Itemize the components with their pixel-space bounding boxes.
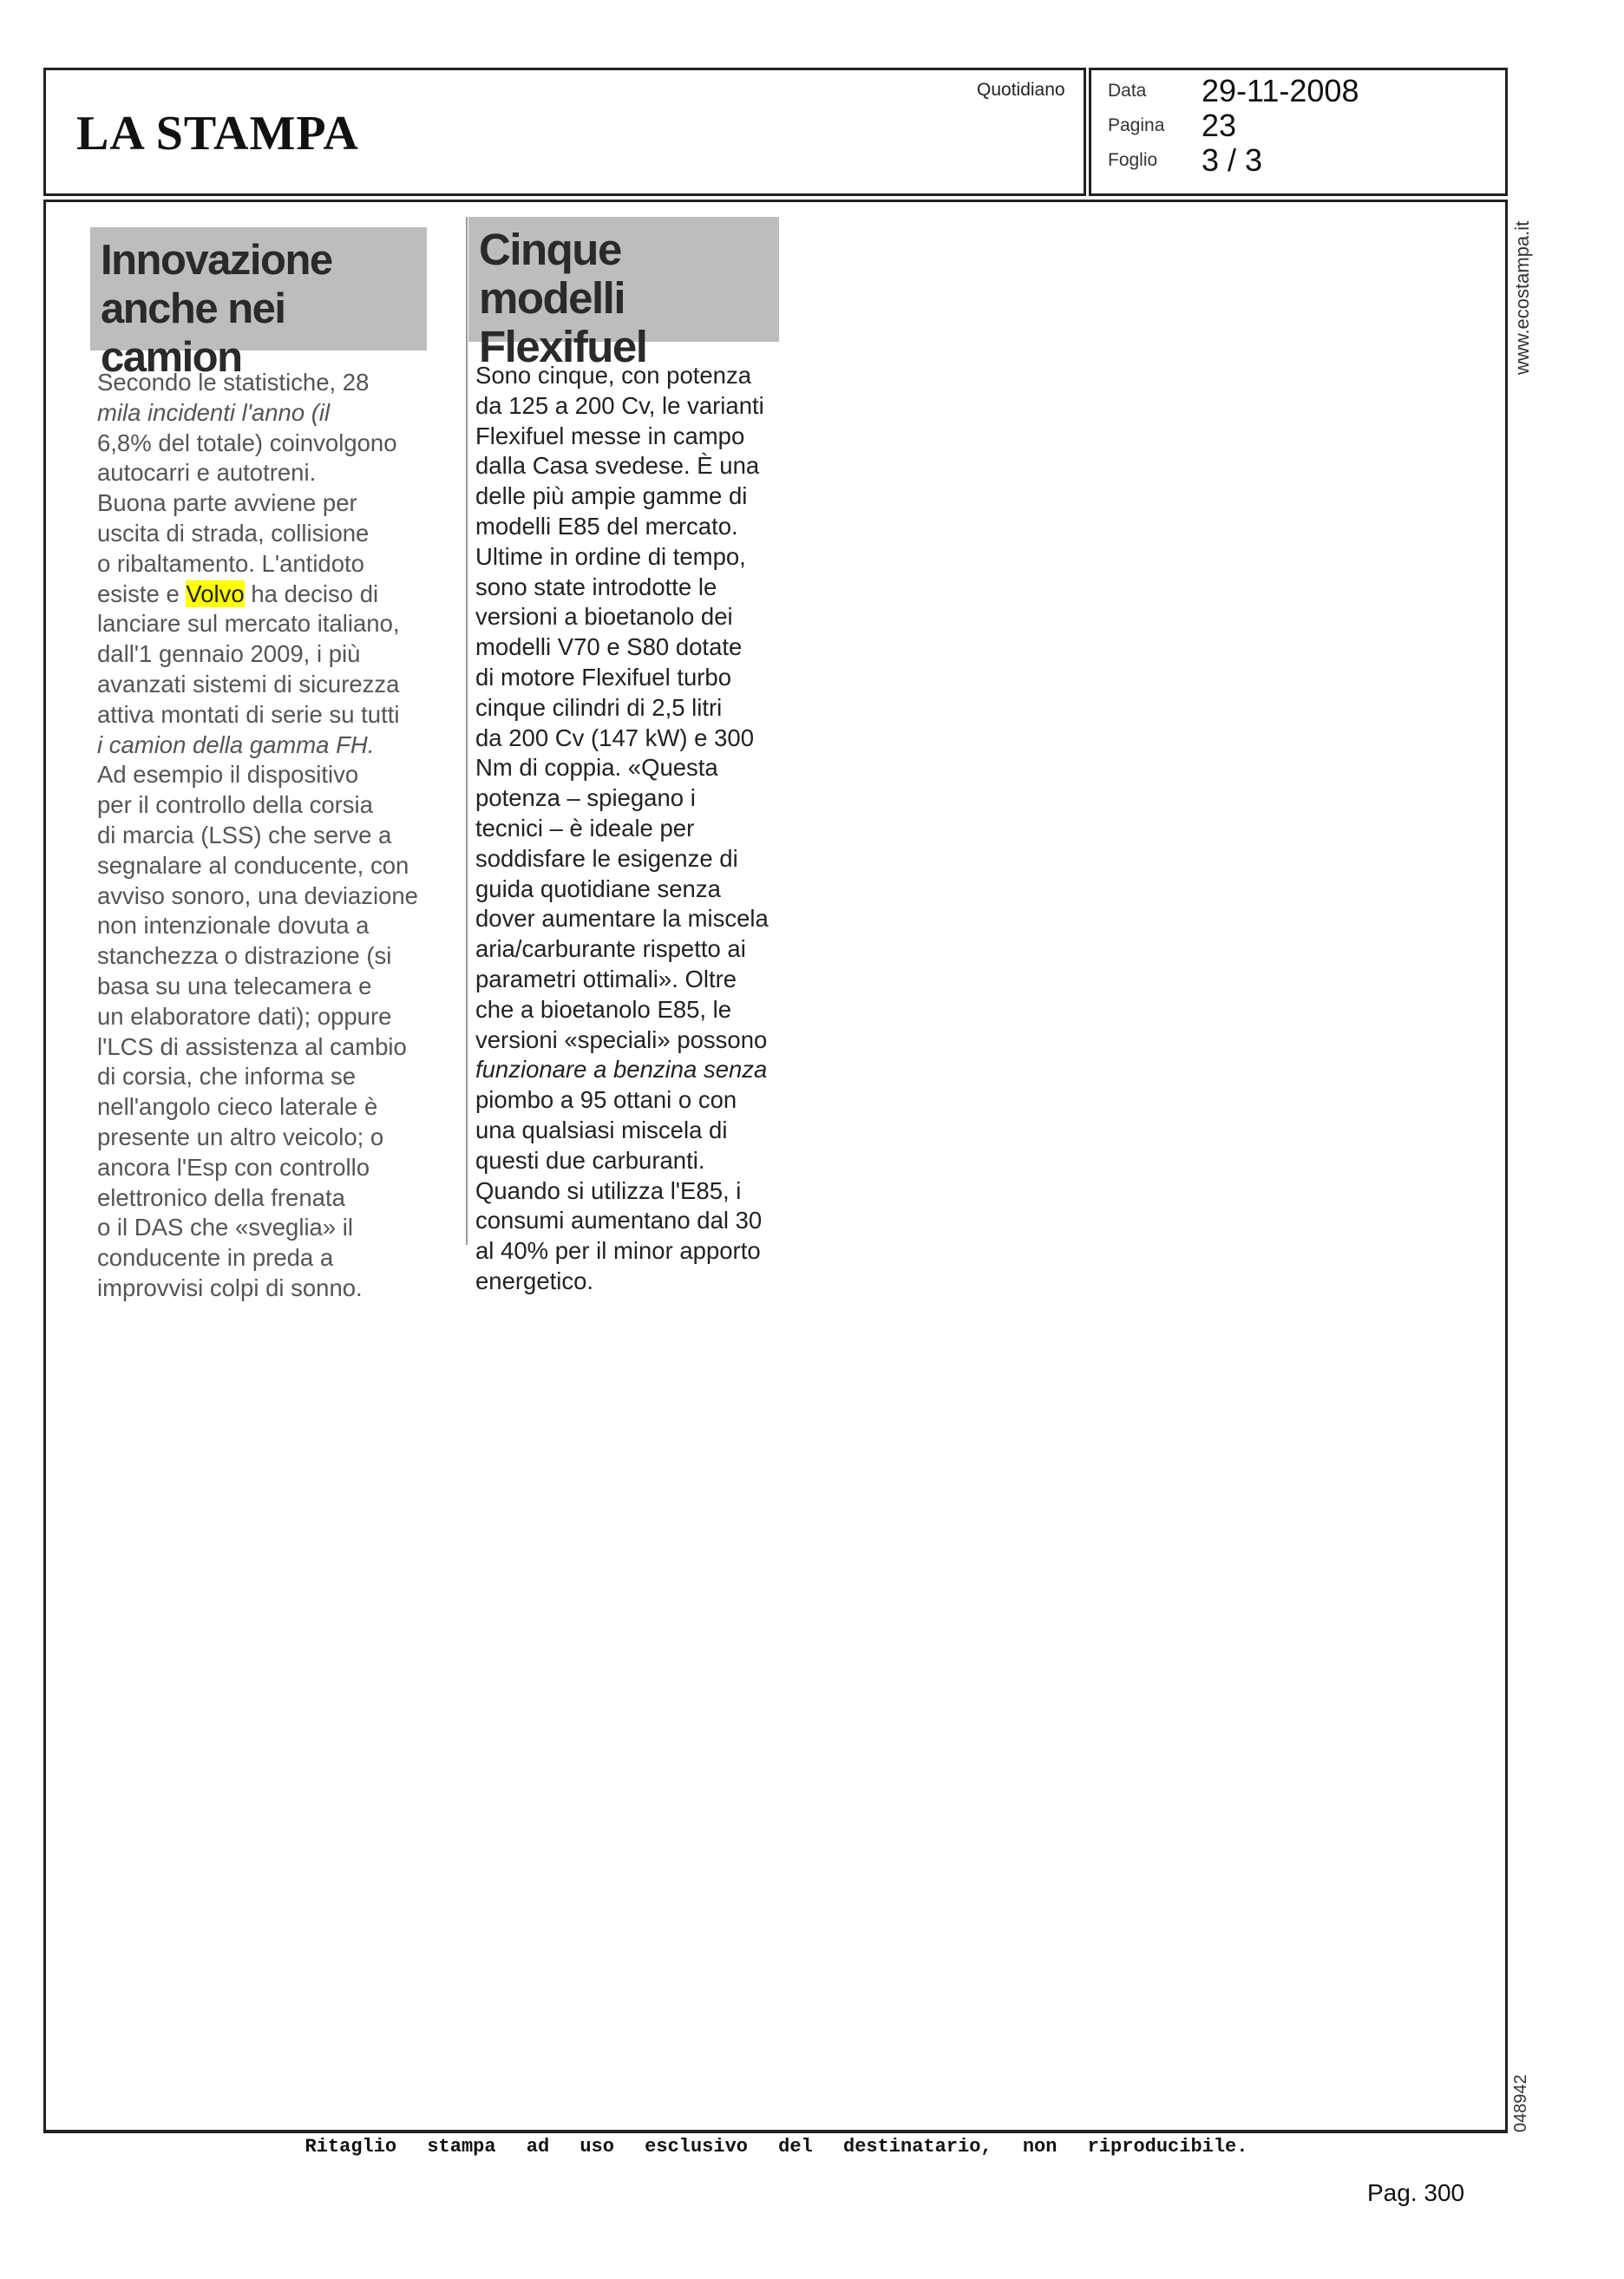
sheet-value: 3 / 3: [1202, 142, 1263, 178]
text-line: [97, 580, 418, 610]
text-line: 6,8% del totale) coinvolgono: [97, 429, 397, 456]
text-line: energetico.: [475, 1267, 594, 1294]
footer-notice: Ritaglio stampa ad uso esclusivo del destinatario, non riproducibile.: [304, 2136, 1248, 2158]
text-line: di motore Flexifuel turbo: [475, 663, 731, 691]
text-line: Buona parte avviene per: [97, 489, 357, 517]
text-line: lanciare sul mercato italiano,: [97, 610, 400, 638]
article-body-flexifuel: [475, 361, 769, 1297]
sheet-label: Foglio: [1108, 150, 1158, 170]
text-line: consumi aumentano dal 30: [475, 1207, 763, 1234]
date-label: Data: [1108, 81, 1147, 101]
highlighted-volvo: Volvo: [186, 580, 245, 607]
headline-line: Flexifuel: [479, 322, 647, 371]
text-line: presente un altro veicolo; o: [97, 1123, 384, 1150]
text-line: Ad esempio il dispositivo: [97, 761, 359, 789]
text-line: versioni a bioetanolo dei: [475, 603, 733, 631]
text-line: elettronico della frenata: [97, 1183, 345, 1211]
text-line: guida quotidiane senza: [475, 874, 721, 902]
text-line: dover aumentare la miscela: [475, 905, 769, 933]
text-line: dall'1 gennaio 2009, i più: [97, 640, 361, 668]
text-line: modelli E85 del mercato.: [475, 512, 738, 540]
text-line: soddisfare le esigenze di: [475, 844, 738, 872]
italic-run: funzionare a benzina senza: [475, 1056, 768, 1084]
text-line: parametri ottimali». Oltre: [475, 965, 737, 992]
text-line: l'LCS di assistenza al cambio: [97, 1032, 407, 1060]
text-line: uscita di strada, collisione: [97, 519, 370, 547]
article-headline-flexifuel: [468, 217, 779, 371]
text-line: o ribaltamento. L'antidoto: [97, 549, 364, 577]
text-line: Nm di coppia. «Questa: [475, 754, 718, 782]
italic-run: i camion della gamma FH.: [97, 730, 375, 758]
text-line: una qualsiasi miscela di: [475, 1116, 728, 1143]
text-line: aria/carburante rispetto ai: [475, 935, 746, 963]
text-line: [97, 398, 418, 429]
text-line: Ultime in ordine di tempo,: [475, 542, 746, 570]
text-line: Flexifuel messe in campo: [475, 422, 745, 449]
text-line: questi due carburanti.: [475, 1146, 705, 1174]
text-line: nell'angolo cieco laterale è: [97, 1093, 378, 1121]
page-number: Pag. 300: [1367, 2179, 1465, 2206]
text-line: cinque cilindri di 2,5 litri: [475, 693, 723, 721]
text-line: Sono cinque, con potenza: [475, 362, 752, 389]
text-line: piombo a 95 ottani o con: [475, 1086, 737, 1114]
headline-line: anche nei camion: [101, 285, 285, 381]
text-line: avviso sonoro, una deviazione: [97, 881, 418, 909]
italic-run: mila incidenti l'anno (il: [97, 398, 331, 426]
text-line: Secondo le statistiche, 28: [97, 369, 370, 396]
text-line: avanzati sistemi di sicurezza: [97, 670, 400, 697]
text-line: Quando si utilizza l'E85, i: [475, 1176, 742, 1204]
text-line: da 200 Cv (147 kW) e 300: [475, 724, 755, 751]
text-line: sono state introdotte le: [475, 573, 717, 600]
text-line: da 125 a 200 Cv, le varianti: [475, 391, 764, 419]
text-line: attiva montati di serie su tutti: [97, 700, 400, 728]
text-line: o il DAS che «sveglia» il: [97, 1214, 354, 1241]
text-line: potenza – spiegano i: [475, 784, 696, 812]
text-line: stanchezza o distrazione (si: [97, 942, 392, 970]
headline-line: Cinque modelli: [479, 225, 625, 323]
text-line: segnalare al conducente, con: [97, 851, 409, 879]
text-run: esiste e: [97, 580, 187, 607]
text-line: versioni «speciali» possono: [475, 1025, 768, 1053]
masthead: LA STAMPA: [76, 107, 359, 160]
text-run: ha deciso di: [244, 580, 379, 607]
text-line: basa su una telecamera e: [97, 972, 372, 999]
text-line: di marcia (LSS) che serve a: [97, 821, 392, 848]
text-line: [475, 1055, 769, 1085]
headline-line: Innovazione: [101, 237, 332, 284]
article-headline-innovazione: [90, 227, 427, 381]
page-label: Pagina: [1108, 115, 1165, 135]
text-line: di corsia, che informa se: [97, 1063, 357, 1090]
text-line: al 40% per il minor apporto: [475, 1237, 761, 1265]
publication-type: Quotidiano: [977, 80, 1065, 100]
text-line: modelli V70 e S80 dotate: [475, 633, 743, 661]
date-value: 29-11-2008: [1202, 73, 1359, 108]
text-line: non intenzionale dovuta a: [97, 912, 370, 940]
text-line: [97, 730, 418, 761]
text-line: autocarri e autotreni.: [97, 459, 317, 487]
clipping-code: 048942: [1511, 2074, 1530, 2132]
text-line: conducente in preda a: [97, 1244, 334, 1272]
text-line: delle più ampie gamme di: [475, 482, 748, 510]
text-line: che a bioetanolo E85, le: [475, 995, 732, 1023]
text-line: improvvisi colpi di sonno.: [97, 1274, 363, 1301]
source-url: www.ecostampa.it: [1511, 220, 1533, 375]
page-value: 23: [1202, 108, 1237, 143]
text-line: tecnici – è ideale per: [475, 814, 695, 842]
text-line: per il controllo della corsia: [97, 791, 373, 819]
column-divider: [466, 217, 468, 1245]
text-line: dalla Casa svedese. È una: [475, 452, 760, 480]
text-line: un elaboratore dati); oppure: [97, 1002, 392, 1030]
text-line: ancora l'Esp con controllo: [97, 1153, 370, 1181]
article-body-innovazione: [97, 368, 418, 1304]
